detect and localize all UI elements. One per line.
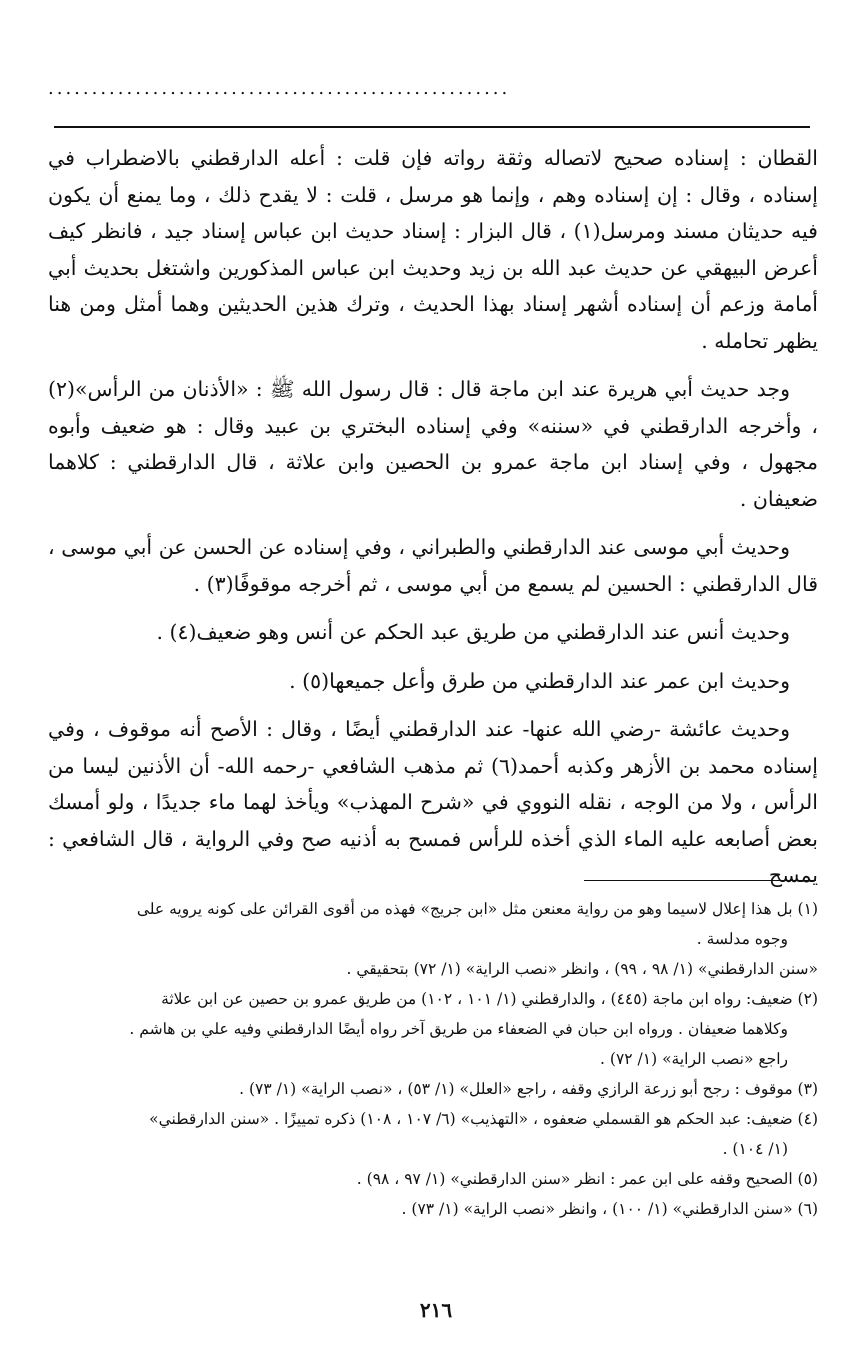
paragraph-1: القطان : إسناده صحيح لاتصاله وثقة رواته فإن قلت : أعله الدارقطني بالاضطراب في إسناده ، وقال : إن إسناده وهم ، وإنما هو مرسل ، قلت : لا يقدح ذلك ، وما يمنع أن يكون فيه حديثان مسند ومرسل(١) ، قال البزار : إسناد حديث ابن عباس إسناد جيد ، فانظر كيف أعرض البيهقي عن حديث عبد الله بن زيد وحديث ابن عباس المذكورين واشتغل بحديث أبي أمامة وزعم أن إسناده أشهر إسناد بهذا الحديث ، وترك هذين الحديثين وهما أمثل ومن هنا يظهر تحامله .: [48, 146, 818, 353]
footnote-4: (٤) ضعيف: عبد الحكم هو القسملي ضعفوه ، «التهذيب» (٦/ ١٠٧ ، ١٠٨) ذكره تمييزًا . «سنن الدارقطني»: [149, 1110, 818, 1128]
footnote-2: (٢) ضعيف: رواه ابن ماجة (٤٤٥) ، والدارقطني (١/ ١٠١ ، ١٠٢) من طريق عمرو بن حصين عن ابن علاثة: [161, 990, 818, 1008]
footnote-5: (٥) الصحيح وقفه على ابن عمر : انظر «سنن الدارقطني» (١/ ٩٧ ، ٩٨) .: [356, 1170, 818, 1188]
page-number: ٢١٦: [419, 1298, 453, 1322]
footnote-1-cont: وجوه مدلسة .: [696, 930, 788, 948]
header-rule: [54, 126, 810, 128]
paragraph-3: وحديث أبي موسى عند الدارقطني والطبراني ، وفي إسناده عن الحسن عن أبي موسى ، قال الدارقطني : الحسين لم يسمع من أبي موسى ، ثم أخرجه موقوفًا(٣) .: [48, 535, 818, 596]
footnote-2-ref: راجع «نصب الراية» (١/ ٧٢) .: [600, 1050, 788, 1068]
footnote-1-ref: «سنن الدارقطني» (١/ ٩٨ ، ٩٩) ، وانظر «نصب الراية» (١/ ٧٢) بتحقيقي .: [346, 960, 818, 978]
main-text: [48, 140, 818, 906]
footnote-3: (٣) موقوف : رجح أبو زرعة الرازي وقفه ، راجع «العلل» (١/ ٥٣) ، «نصب الراية» (١/ ٧٣) .: [239, 1080, 818, 1098]
footnotes: [48, 894, 818, 1224]
paragraph-6: وحديث عائشة -رضي الله عنها- عند الدارقطني أيضًا ، وقال : الأصح أنه موقوف ، وفي إسناده محمد بن الأزهر وكذبه أحمد(٦) ثم مذهب الشافعي -رحمه الله- أن الأذنين ليسا من الرأس ، ولا من الوجه ، نقله النووي في «شرح المهذب» ويأخذ لهما ماء جديدًا ، ولو أمسك بعض أصابعه عليه الماء الذي أخذه للرأس فمسح به أذنيه صح وفي الرواية ، قال الشافعي : يمسح: [48, 717, 818, 887]
footnote-2-cont: وكلاهما ضعيفان . ورواه ابن حبان في الضعفاء من طريق آخر رواه أيضًا الدارقطني وفيه علي بن هاشم .: [129, 1020, 788, 1038]
paragraph-2: وجد حديث أبي هريرة عند ابن ماجة قال : قال رسول الله ﷺ : «الأذنان من الرأس»(٢) ، وأخرجه الدارقطني في «سننه» وفي إسناده البختري بن عبيد وقال : هو ضعيف وأبوه مجهول ، وفي إسناد ابن ماجة عمرو بن الحصين وابن علاثة ، قال الدارقطني : كلاهما ضعيفان .: [48, 377, 818, 511]
header-dotted-line: .....................................................: [48, 78, 511, 98]
paragraph-4: وحديث أنس عند الدارقطني من طريق عبد الحكم عن أنس وهو ضعيف(٤) .: [156, 620, 790, 644]
footnote-rule: [584, 880, 816, 881]
footnote-6: (٦) «سنن الدارقطني» (١/ ١٠٠) ، وانظر «نصب الراية» (١/ ٧٣) .: [401, 1200, 818, 1218]
footnote-4-cont: (١/ ١٠٤) .: [722, 1140, 788, 1158]
footnote-1: (١) بل هذا إعلال لاسيما وهو من رواية معنعن مثل «ابن جريج» فهذه من أقوى القرائن على كونه يرويه على: [136, 900, 818, 918]
book-page: [40, 0, 832, 1372]
paragraph-5: وحديث ابن عمر عند الدارقطني من طرق وأعل جميعها(٥) .: [289, 668, 790, 693]
